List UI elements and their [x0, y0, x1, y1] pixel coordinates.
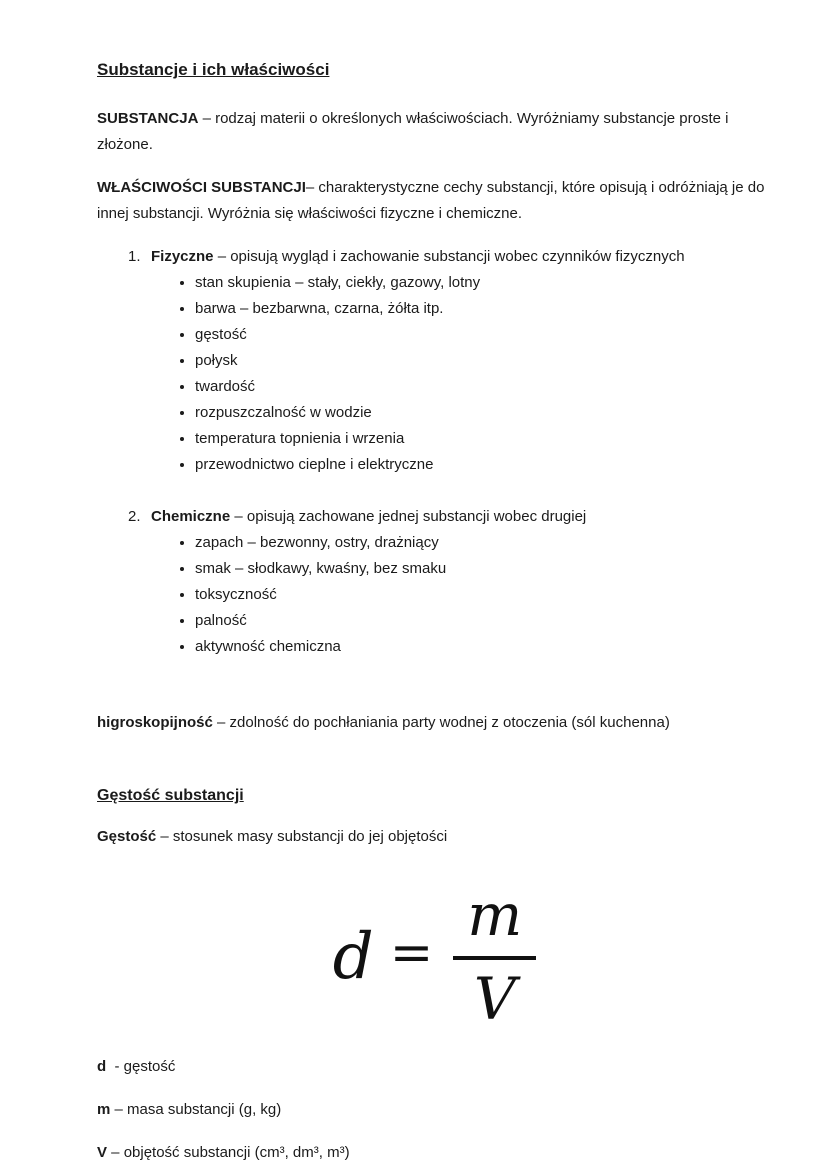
bullet-item: • toksyczność — [195, 582, 772, 608]
legend-term-v: V — [97, 1144, 108, 1161]
formula-equals-sign: = — [389, 923, 434, 983]
bullet-item: • temperatura topnienia i wrzenia — [195, 426, 772, 452]
paragraph-gestosc-text: – stosunek masy substancji do jej objętości — [156, 828, 448, 845]
paragraph-higroskopijnosc-text: – zdolność do pochłaniania party wodnej z otoczenia (sól kuchenna) — [212, 714, 670, 731]
legend-m — [97, 1097, 772, 1123]
term-wlasciwosci: WŁAŚCIWOŚCI SUBSTANCJI — [97, 179, 306, 196]
paragraph-wlasciwosci-text: – charakterystyczne cechy substancji, które opisują i odróżniają je do innej substancji. Wyróżnia się właściwości fizyczne i chemiczne. — [97, 179, 765, 222]
term-fizyczne: Fizyczne — [151, 248, 214, 265]
formula-numerator-m: m — [453, 886, 536, 960]
bullet-list-fizyczne — [97, 270, 772, 478]
paragraph-gestosc — [97, 824, 772, 850]
bullet-item: • smak – słodkawy, kwaśny, bez smaku — [195, 556, 772, 582]
formula-denominator-v: V — [473, 965, 516, 1033]
bullet-item: • zapach – bezwonny, ostry, drażniący — [195, 530, 772, 556]
term-substancja: SUBSTANCJA — [97, 110, 199, 127]
density-formula — [332, 881, 537, 1033]
legend-text-m: – masa substancji (g, kg) — [110, 1101, 282, 1118]
bullet-item: • twardość — [195, 374, 772, 400]
bullet-item: • gęstość — [195, 322, 772, 348]
bullet-list-chemiczne — [97, 530, 772, 660]
bullet-item: • połysk — [195, 348, 772, 374]
bullet-item: • palność — [195, 608, 772, 634]
bullet-item: • aktywność chemiczna — [195, 634, 772, 660]
term-higroskopijnosc: higroskopijność — [97, 714, 213, 731]
term-chemiczne: Chemiczne — [151, 508, 231, 525]
bullet-item: • rozpuszczalność w wodzie — [195, 400, 772, 426]
list-number-2: 2. — [128, 508, 141, 525]
numbered-item-fizyczne-body — [151, 244, 685, 270]
numbered-item-chemiczne-text: – opisują zachowane jednej substancji wobec drugiej — [230, 508, 587, 525]
legend-v — [97, 1140, 772, 1166]
formula-container — [97, 881, 772, 1033]
term-gestosc: Gęstość — [97, 828, 157, 845]
legend-text-v: – objętość substancji (cm³, dm³, m³) — [107, 1144, 350, 1161]
formula-symbol-d: d — [332, 920, 374, 994]
bullet-item: • przewodnictwo cieplne i elektryczne — [195, 452, 772, 478]
legend-text-d: - gęstość — [106, 1058, 176, 1075]
paragraph-wlasciwosci — [97, 175, 772, 227]
numbered-item-fizyczne-text: – opisują wygląd i zachowanie substancji wobec czynników fizycznych — [213, 248, 685, 265]
doc-title: Substancje i ich właściwości — [97, 60, 330, 79]
legend-term-m: m — [97, 1101, 111, 1118]
section-heading-gestosc: Gęstość substancji — [97, 787, 244, 804]
list-number-1: 1. — [128, 248, 141, 265]
numbered-item-chemiczne-body — [151, 504, 586, 530]
bullet-item: • stan skupienia – stały, ciekły, gazowy, lotny — [195, 270, 772, 296]
paragraph-substancja-text: – rodzaj materii o określonych właściwościach. Wyróżniamy substancje proste i złożone. — [97, 110, 729, 153]
legend-term-d: d — [97, 1058, 107, 1075]
numbered-item-fizyczne — [97, 244, 772, 270]
numbered-item-chemiczne — [97, 504, 772, 530]
bullet-item: • barwa – bezbarwna, czarna, żółta itp. — [195, 296, 772, 322]
paragraph-higroskopijnosc — [97, 710, 772, 736]
formula-fraction — [453, 881, 536, 1033]
paragraph-substancja — [97, 106, 772, 158]
legend-d — [97, 1054, 772, 1080]
